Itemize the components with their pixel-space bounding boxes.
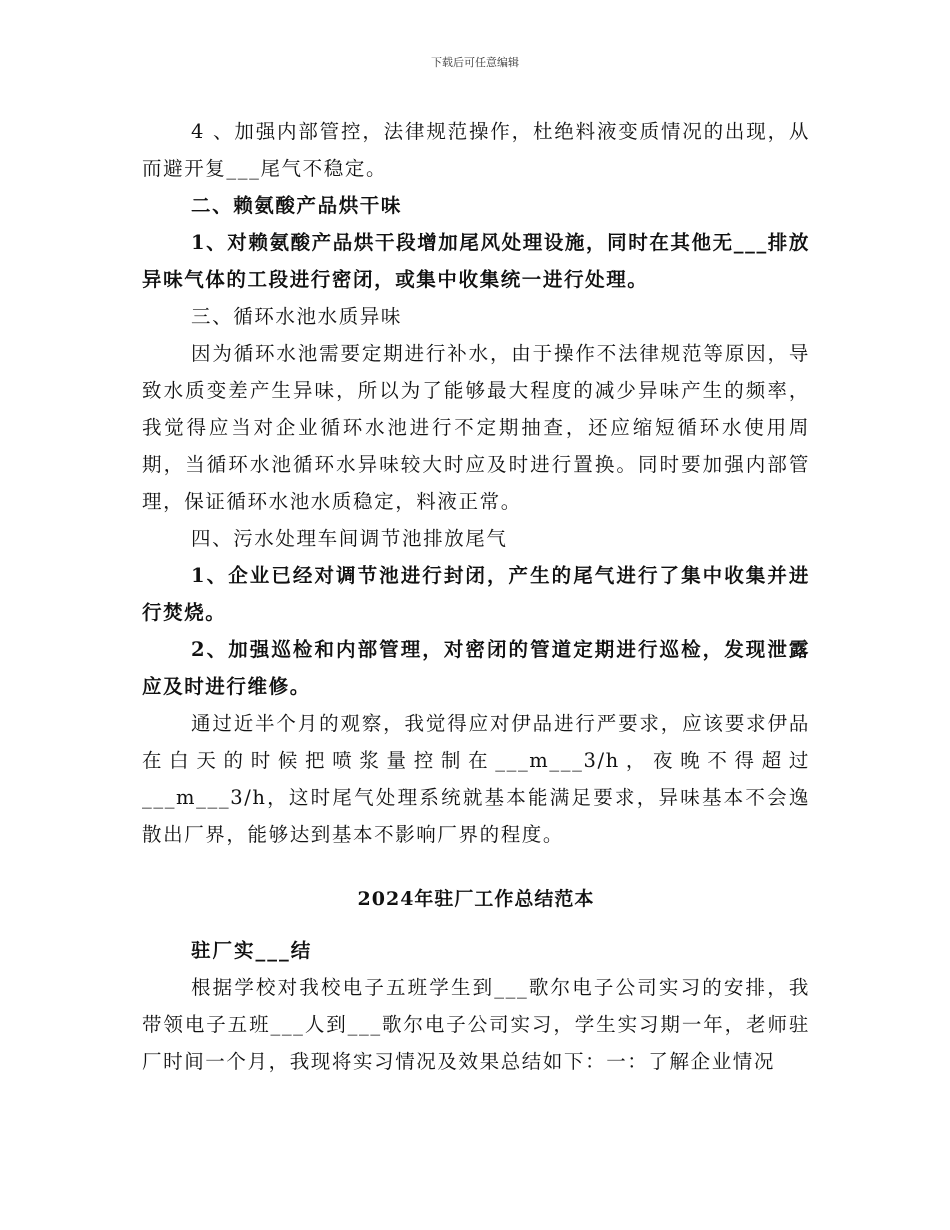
paragraph-section-4-2: 2、加强巡检和内部管理，对密闭的管道定期进行巡检，发现泄露应及时进行维修。	[142, 638, 810, 698]
heading-section-2: 二、赖氨酸产品烘干味	[191, 194, 403, 217]
document-body	[142, 113, 810, 1080]
paragraph-4: 4 、加强内部管控，法律规范操作，杜绝料液变质情况的出现，从而避开复___尾气不稳定。	[142, 120, 810, 180]
page-header: 下载后可任意编辑	[431, 56, 519, 69]
paragraph-intro: 根据学校对我校电子五班学生到___歌尔电子公司实习的安排，我带领电子五班___人到___歌尔电子公司实习，学生实习期一年，老师驻厂时间一个月，我现将实习情况及效果总结如下：一：了解企业情况	[142, 976, 810, 1073]
heading-section-4: 四、污水处理车间调节池排放尾气	[191, 527, 508, 550]
paragraph-section-4-1: 1、企业已经对调节池进行封闭，产生的尾气进行了集中收集并进行焚烧。	[142, 564, 810, 624]
document-title: 2024年驻厂工作总结范本	[357, 888, 595, 910]
paragraph-section-2: 1、对赖氨酸产品烘干段增加尾风处理设施，同时在其他无___排放异味气体的工段进行密闭，或集中收集统一进行处理。	[142, 231, 810, 291]
paragraph-conclusion: 通过近半个月的观察，我觉得应对伊品进行严要求，应该要求伊品在白天的时候把喷浆量控制在___m___3/h，夜晚不得超过___m___3/h，这时尾气处理系统就基本能满足要求，异味基本不会逸散出厂界，能够达到基本不影响厂界的程度。	[142, 712, 810, 846]
paragraph-section-3: 因为循环水池需要定期进行补水，由于操作不法律规范等原因，导致水质变差产生异味，所以为了能够最大程度的减少异味产生的频率，我觉得应当对企业循环水池进行不定期抽查，还应缩短循环水使用周期，当循环水池循环水异味较大时应及时进行置换。同时要加强内部管理，保证循环水池水质稳定，料液正常。	[142, 342, 810, 513]
heading-section-3: 三、循环水池水质异味	[191, 305, 403, 328]
document-subtitle: 驻厂实___结	[191, 939, 313, 962]
